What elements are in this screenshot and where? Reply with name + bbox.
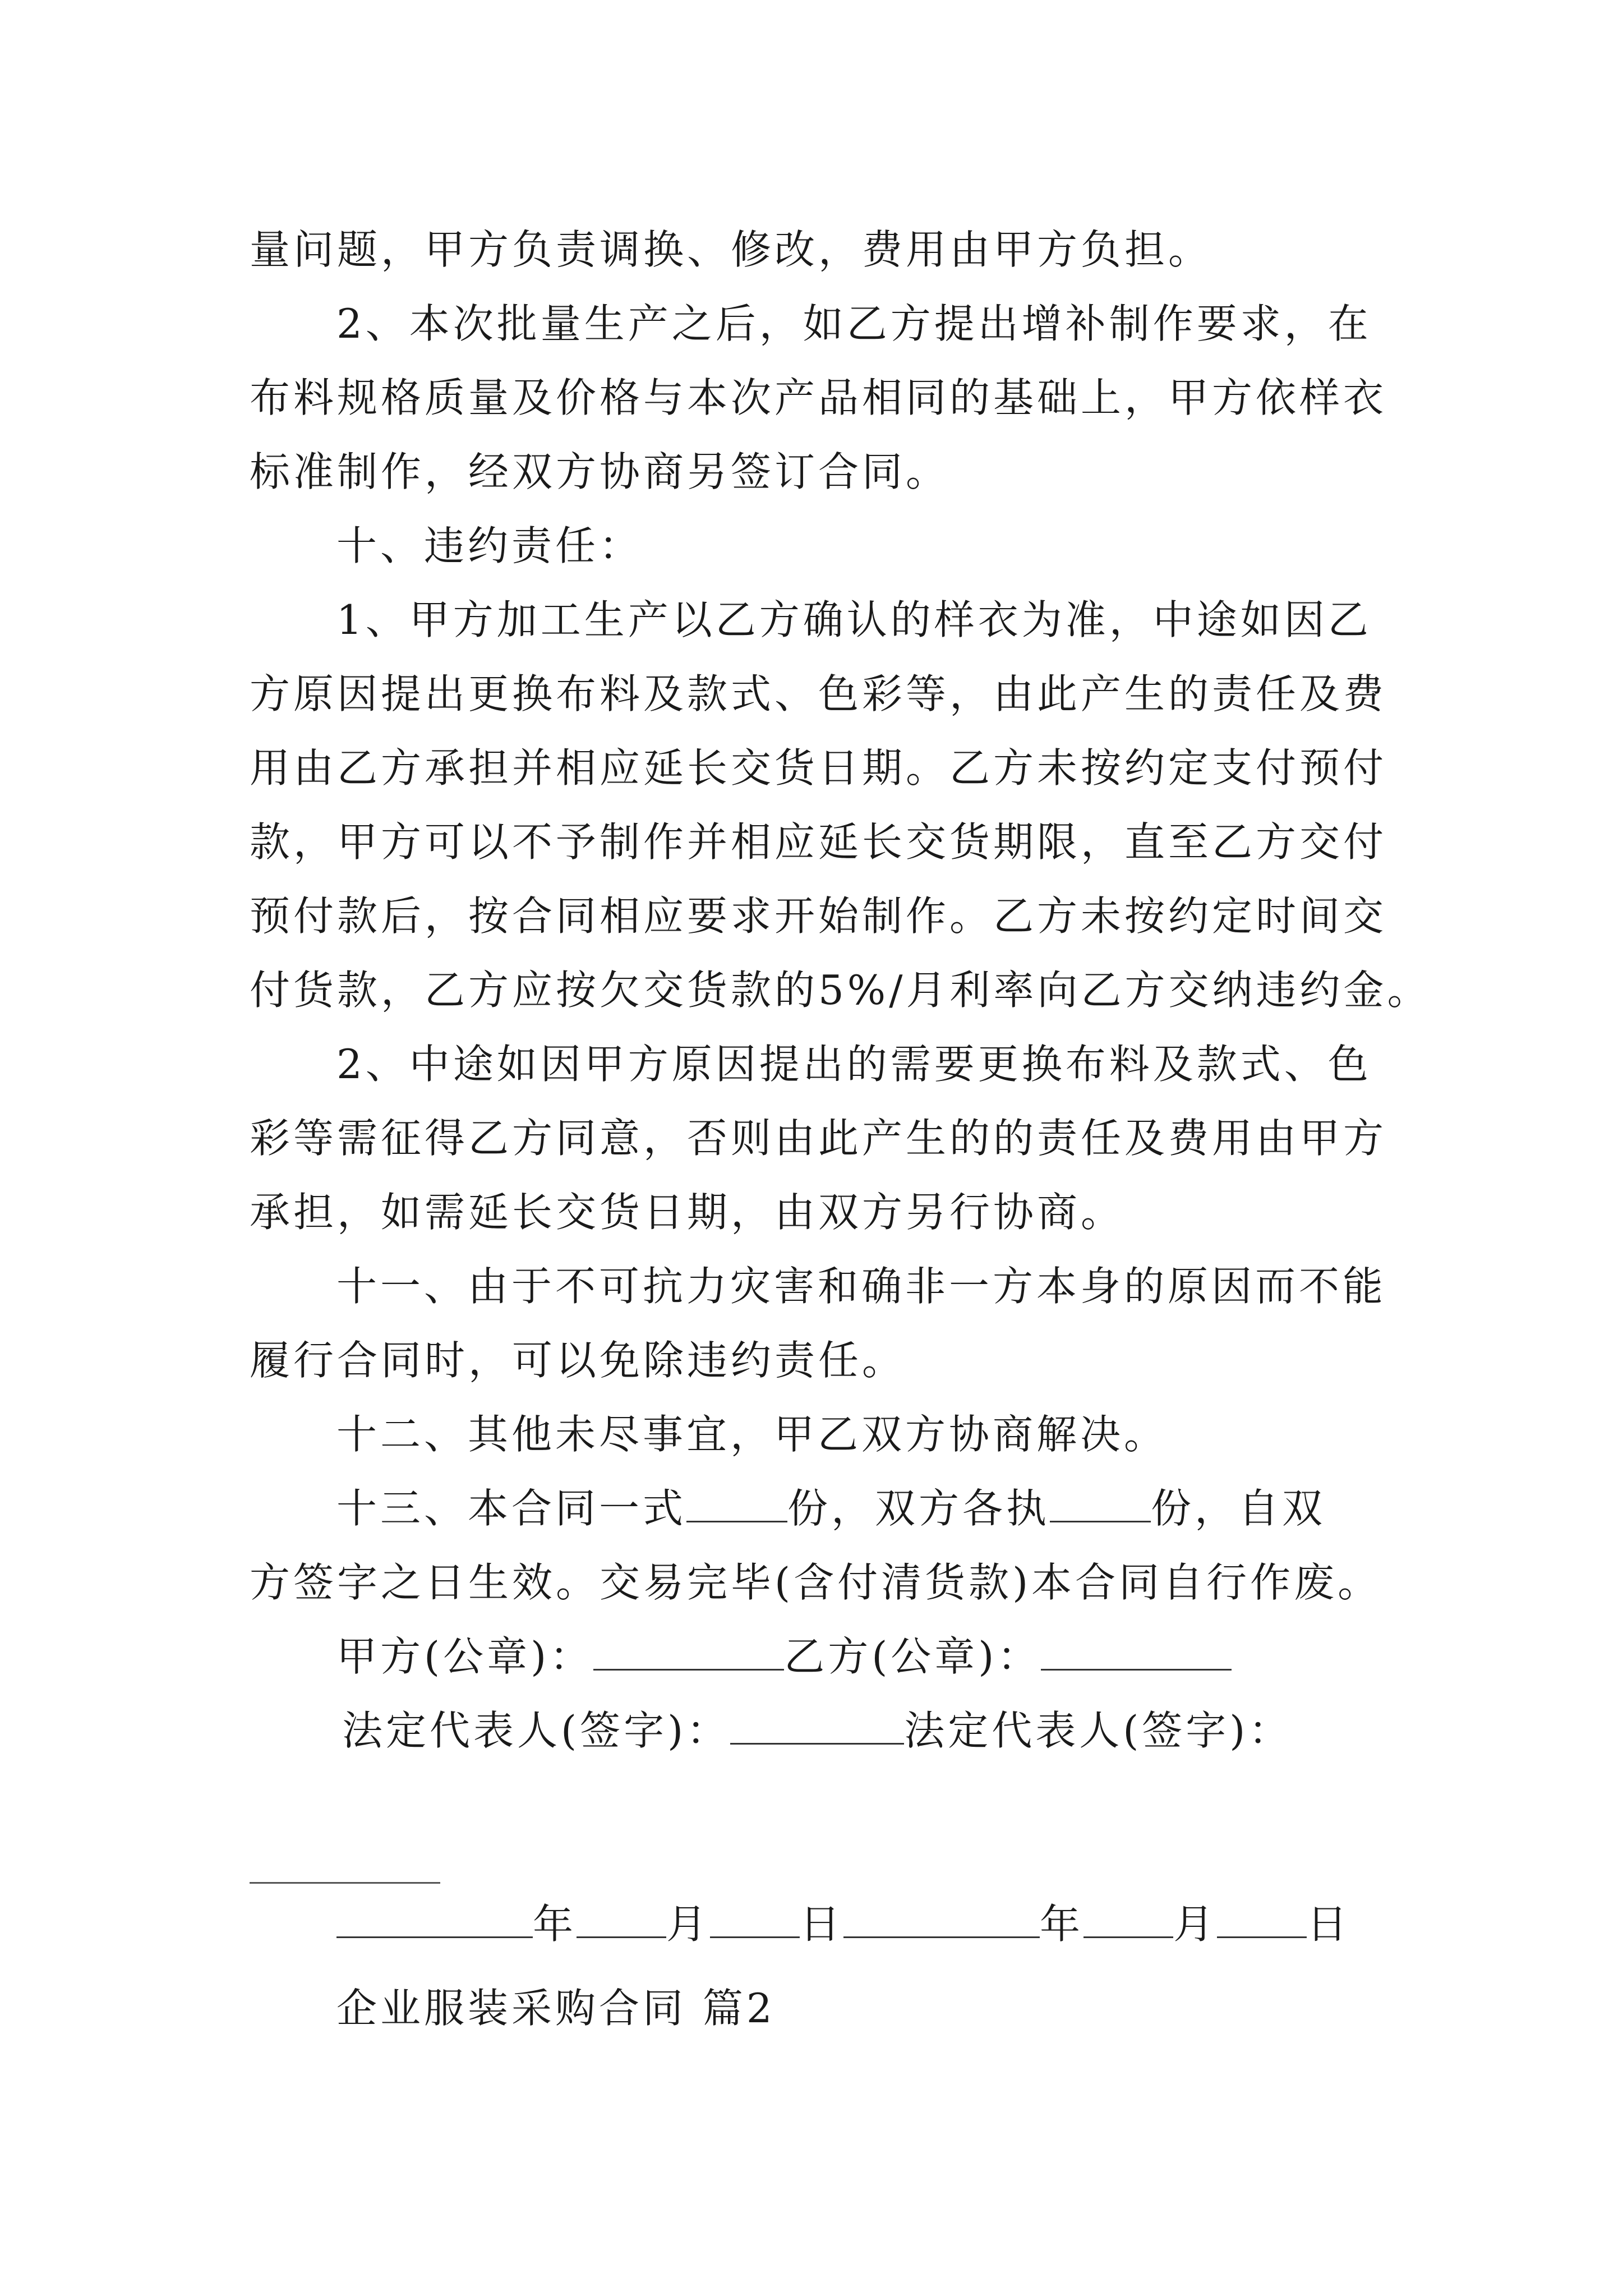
- paragraph-line: 量问题，甲方负责调换、修改，费用由甲方负担。: [250, 226, 1212, 273]
- paragraph-line: 十二、其他未尽事宜，甲乙双方协商解决。: [336, 1411, 1168, 1458]
- date-b-month-blank[interactable]: [1083, 1901, 1173, 1938]
- paragraph-line: 十一、由于不可抗力灾害和确非一方本身的原因而不能: [336, 1263, 1387, 1310]
- day-label: 日: [800, 1901, 844, 1948]
- party-b-seal-label: 乙方(公章)：: [784, 1633, 1041, 1680]
- section-heading: 十、违约责任：: [336, 522, 643, 569]
- paragraph-line: 彩等需征得乙方同意，否则由此产生的的责任及费用由甲方: [250, 1115, 1387, 1162]
- paragraph-line: 预付款后，按合同相应要求开始制作。乙方未按约定时间交: [250, 892, 1387, 940]
- rep-a-label: 法定代表人(签字)：: [342, 1707, 731, 1754]
- paragraph-line: 布料规格质量及价格与本次产品相同的基础上，甲方依样衣: [250, 374, 1387, 421]
- copies-total-blank[interactable]: [686, 1485, 787, 1522]
- effective-line: 方签字之日生效。交易完毕(含付清货款)本合同自行作废。: [250, 1559, 1382, 1606]
- rep-a-blank[interactable]: [730, 1707, 904, 1745]
- party-a-seal-blank[interactable]: [593, 1633, 784, 1671]
- month-label: 月: [666, 1901, 711, 1948]
- paragraph-line: 款，甲方可以不予制作并相应延长交货期限，直至乙方交付: [250, 818, 1387, 866]
- copies-text-1: 十三、本合同一式: [336, 1485, 687, 1532]
- paragraph-line: 付货款，乙方应按欠交货款的5%/月利率向乙方交纳违约金。: [250, 967, 1431, 1014]
- year-label: 年: [1040, 1901, 1084, 1948]
- seal-line: [336, 1628, 1232, 1685]
- continuation-blank[interactable]: [250, 1882, 440, 1884]
- year-label: 年: [533, 1901, 577, 1948]
- copies-text-3: 份，自双: [1151, 1485, 1326, 1532]
- paragraph-line: 履行合同时，可以免除违约责任。: [250, 1337, 906, 1384]
- party-b-seal-blank[interactable]: [1041, 1633, 1232, 1671]
- date-a-day-blank[interactable]: [710, 1901, 800, 1938]
- copies-each-blank[interactable]: [1050, 1485, 1151, 1522]
- month-label: 月: [1173, 1901, 1218, 1948]
- paragraph-line: 2、本次批量生产之后，如乙方提出增补制作要求，在: [336, 300, 1372, 347]
- date-line: [336, 1896, 1350, 1952]
- paragraph-line: 承担，如需延长交货日期，由双方另行协商。: [250, 1189, 1125, 1236]
- date-a-month-blank[interactable]: [577, 1901, 666, 1938]
- rep-b-label: 法定代表人(签字)：: [904, 1707, 1293, 1754]
- paragraph-line: 2、中途如因甲方原因提出的需要更换布料及款式、色: [336, 1041, 1372, 1088]
- paragraph-line: 标准制作，经双方协商另签订合同。: [250, 448, 950, 495]
- paragraph-line: 用由乙方承担并相应延长交货日期。乙方未按约定支付预付: [250, 744, 1387, 792]
- paragraph-line: 1、甲方加工生产以乙方确认的样衣为准，中途如因乙: [336, 596, 1372, 643]
- party-a-seal-label: 甲方(公章)：: [336, 1633, 594, 1680]
- representative-line: [342, 1703, 1292, 1759]
- date-b-year-blank[interactable]: [843, 1901, 1040, 1938]
- day-label: 日: [1307, 1901, 1351, 1948]
- copies-line: [336, 1480, 1326, 1536]
- copies-text-2: 份，双方各执: [787, 1485, 1050, 1532]
- paragraph-line: 方原因提出更换布料及款式、色彩等，由此产生的责任及费: [250, 670, 1387, 717]
- next-section-title: 企业服装采购合同 篇2: [336, 1985, 776, 2032]
- date-a-year-blank[interactable]: [336, 1901, 533, 1938]
- date-b-day-blank[interactable]: [1217, 1901, 1307, 1938]
